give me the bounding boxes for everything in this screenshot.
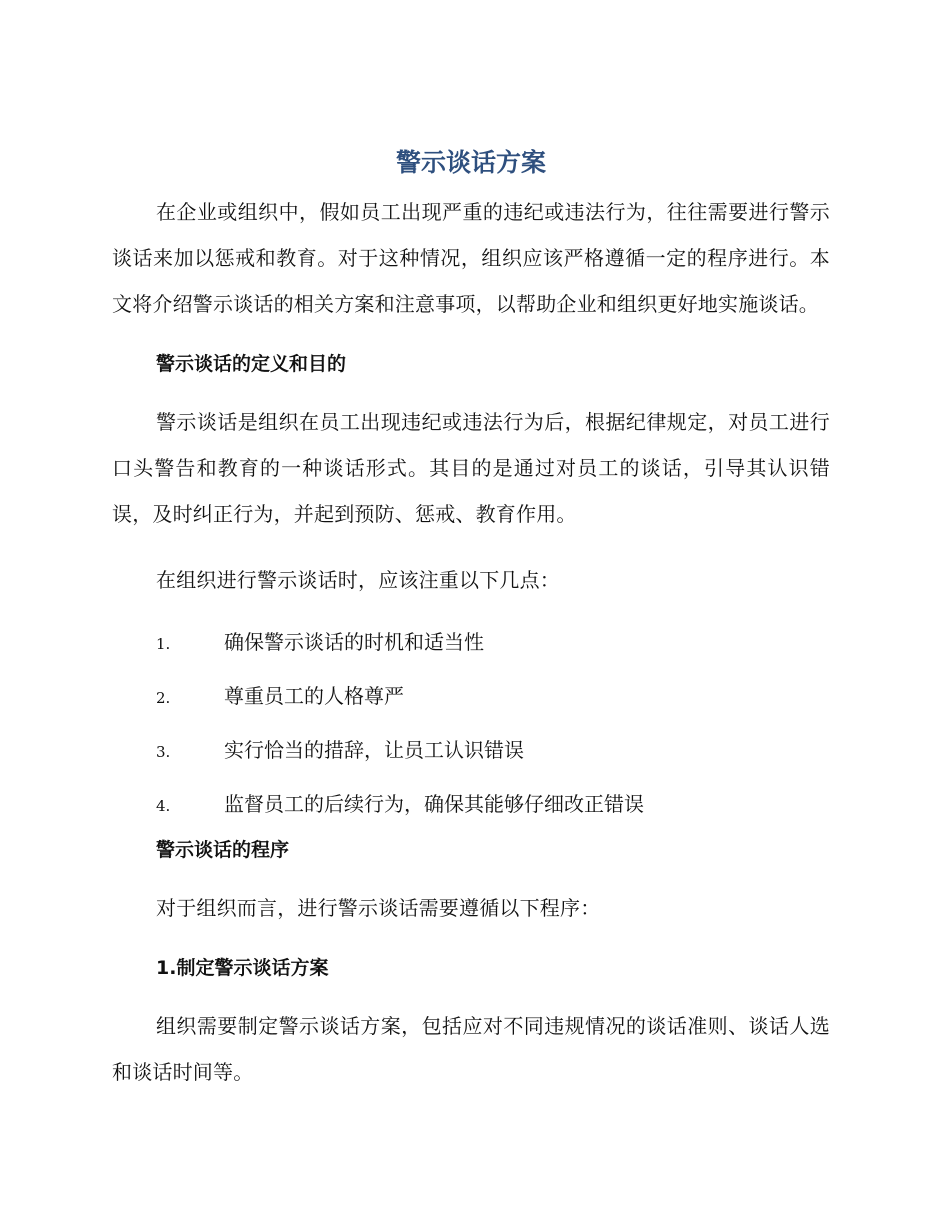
list-item [112,735,830,765]
document-content [112,145,830,1095]
section-heading-definition: 警示谈话的定义和目的 [156,353,347,375]
list-item-number: 1. [156,635,171,653]
list-item [112,681,830,711]
list-item [112,627,830,657]
subheading-plan: 1.制定警示谈话方案 [156,957,329,979]
list-item [112,789,830,819]
list-item-number: 2. [156,689,171,707]
procedure-intro-paragraph: 对于组织而言，进行警示谈话需要遵循以下程序： [156,896,601,920]
list-item-text: 尊重员工的人格尊严 [224,684,404,708]
document-title: 警示谈话方案 [395,148,546,177]
list-item-text: 确保警示谈话的时机和适当性 [224,630,484,654]
points-intro-paragraph: 在组织进行警示谈话时，应该注重以下几点： [156,568,560,592]
plan-paragraph: 组织需要制定警示谈话方案，包括应对不同违规情况的谈话准则、谈话人选和谈话时间等。 [112,1014,830,1084]
points-list [112,627,830,819]
list-item-text: 监督员工的后续行为，确保其能够仔细改正错误 [224,792,644,816]
list-item-number: 3. [156,743,171,761]
list-item-text: 实行恰当的措辞，让员工认识错误 [224,738,524,762]
definition-paragraph: 警示谈话是组织在员工出现违纪或违法行为后，根据纪律规定，对员工进行口头警告和教育的一种谈话形式。其目的是通过对员工的谈话，引导其认识错误，及时纠正行为，并起到预防、惩戒、教育作用。 [112,410,830,526]
section-heading-procedure: 警示谈话的程序 [156,839,290,861]
list-item-number: 4. [156,797,171,815]
intro-paragraph: 在企业或组织中，假如员工出现严重的违纪或违法行为，往往需要进行警示谈话来加以惩戒和教育。对于这种情况，组织应该严格遵循一定的程序进行。本文将介绍警示谈话的相关方案和注意事项，以帮助企业和组织更好地实施谈话。 [112,200,830,316]
